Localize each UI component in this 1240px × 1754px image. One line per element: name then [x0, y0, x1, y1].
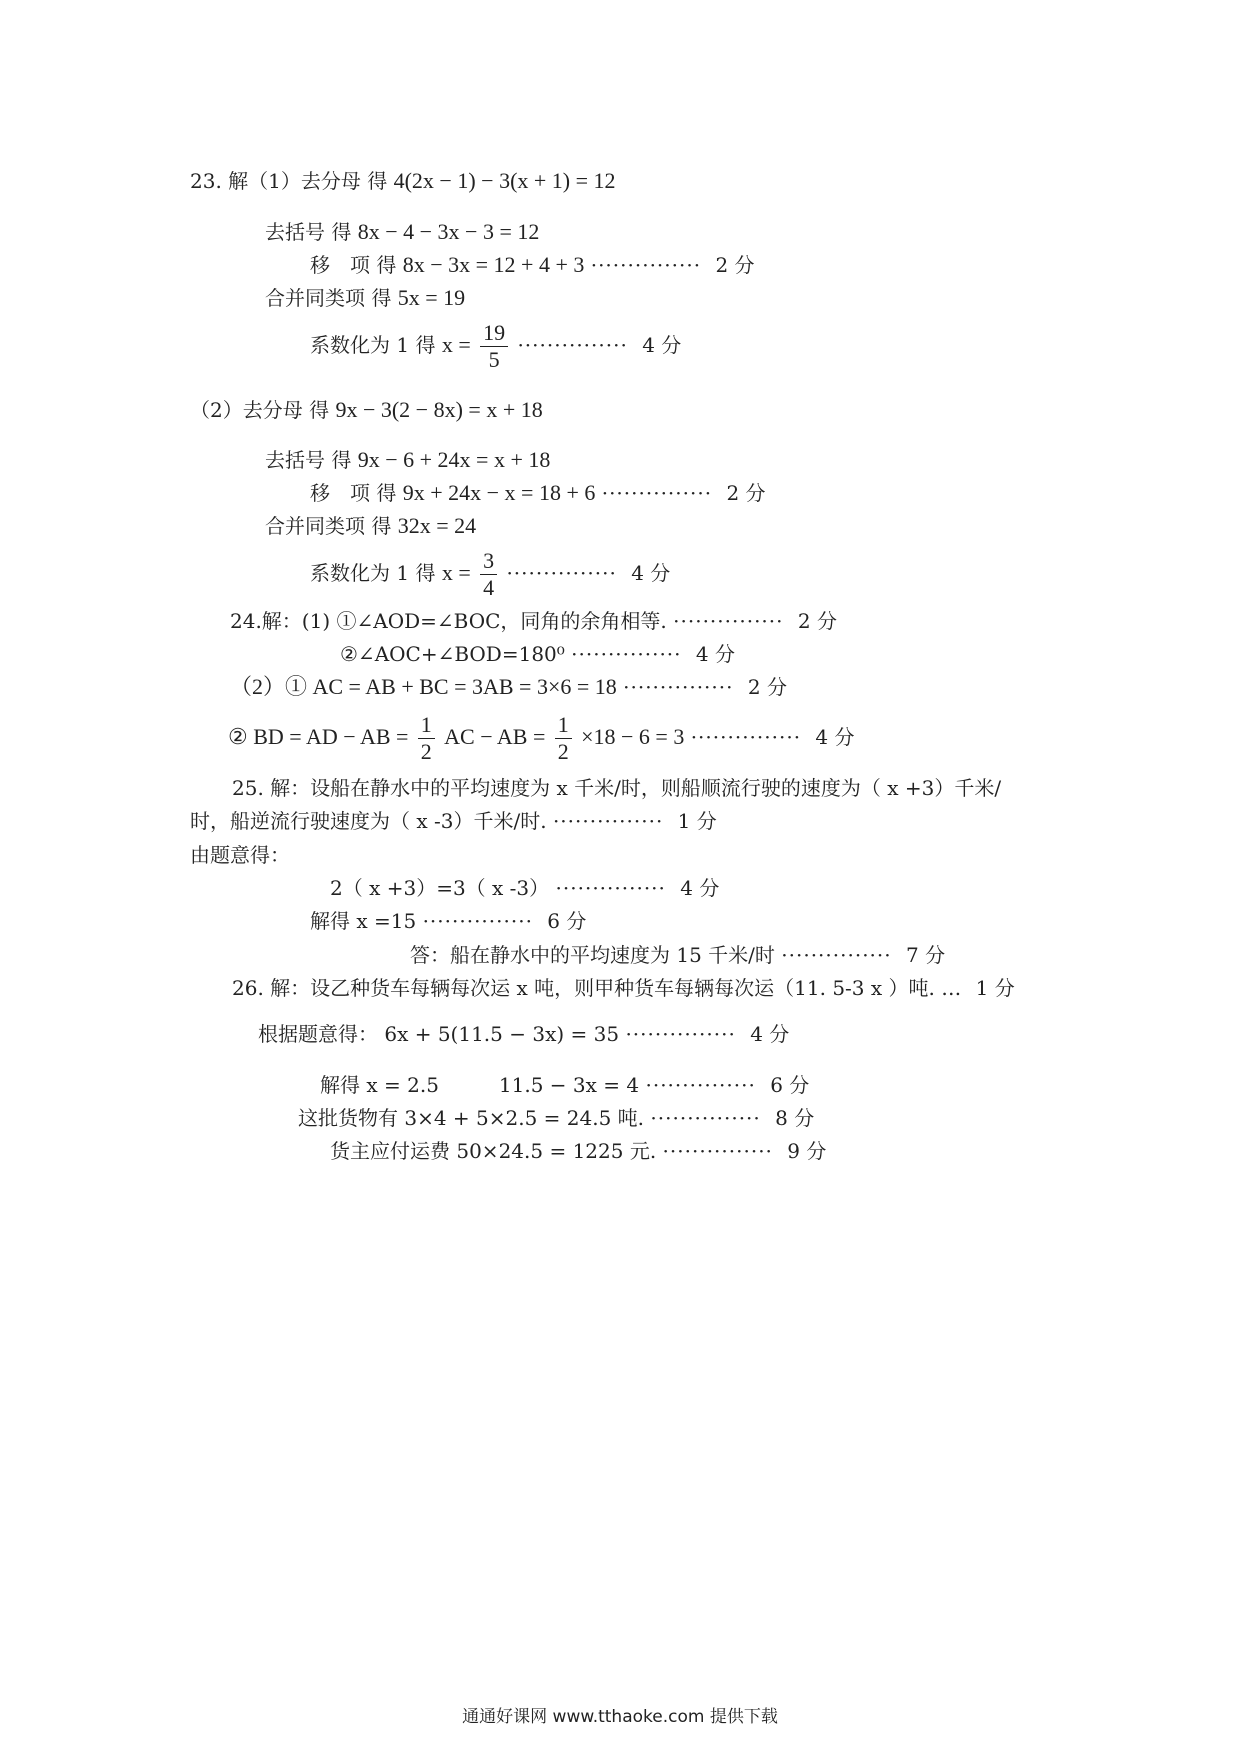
label: 去括号 得 — [265, 220, 352, 244]
text: 解得 x =15 — [310, 909, 417, 933]
score: 4 分 — [631, 561, 671, 585]
score: 2 分 — [797, 609, 837, 633]
denominator: 4 — [483, 575, 495, 600]
text: ②∠AOC+∠BOD=180⁰ — [340, 642, 565, 666]
q26-line-2 — [258, 1021, 789, 1047]
text: 这批货物有 3×4 + 5×2.5 = 24.5 吨. — [298, 1106, 645, 1130]
leader-dots: ··············· — [650, 1106, 761, 1130]
leader-dots: ··············· — [552, 809, 664, 833]
text: 25. 解：设船在静水中的平均速度为 x 千米/时，则船顺流行驶的速度为（ x +3）千米/ — [232, 776, 1002, 800]
label: （2）去分母 得 — [190, 398, 330, 422]
q23-line-2 — [265, 219, 539, 245]
label: 合并同类项 得 — [265, 514, 392, 538]
fraction-2 — [555, 712, 572, 765]
equation: 9x − 3(2 − 8x) = x + 18 — [335, 397, 543, 422]
leader-dots: ··············· — [590, 253, 702, 277]
leader-dots: ··············· — [571, 642, 682, 666]
text: 由题意得： — [190, 843, 290, 867]
footer-text: 通通好课网 www.tthaoke.com 提供下载 — [462, 1707, 778, 1727]
leader-dots: ··············· — [690, 725, 802, 749]
leader-dots: ··············· — [422, 909, 533, 933]
q25-line-1 — [232, 775, 1001, 801]
score: 4 分 — [750, 1022, 790, 1046]
label: 移 项 得 — [310, 253, 397, 277]
q24-line-1 — [230, 608, 837, 634]
score: 2 分 — [726, 481, 766, 505]
score: 4 分 — [680, 876, 720, 900]
text-a: ② BD = AD − AB = — [228, 724, 409, 749]
fraction — [480, 548, 497, 601]
q26-line-1 — [232, 975, 1015, 1001]
numerator: 1 — [555, 712, 572, 739]
denominator: 2 — [557, 739, 569, 764]
text: 答：船在静水中的平均速度为 15 千米/时 — [410, 943, 775, 967]
score: 1 分 — [677, 809, 717, 833]
q26-line-5 — [330, 1138, 826, 1164]
q25-line-6 — [410, 942, 945, 968]
fraction — [480, 320, 508, 373]
q23p2-line-4 — [265, 513, 476, 539]
label: 合并同类项 得 — [265, 286, 392, 310]
equation: 9x − 6 + 24x = x + 18 — [357, 447, 551, 472]
numerator: 1 — [418, 712, 435, 739]
q23p2-line-1 — [190, 397, 543, 423]
label: 系数化为 1 得 — [310, 561, 436, 585]
score: 4 分 — [642, 333, 682, 357]
leader-dots: ··············· — [662, 1139, 773, 1163]
numerator: 3 — [480, 548, 497, 575]
leader-dots: ··············· — [673, 609, 784, 633]
text: 解得 x = 2.5 11.5 − 3x = 4 — [320, 1073, 640, 1097]
leader-dots: ··············· — [517, 333, 628, 357]
q25-line-2 — [190, 808, 717, 834]
score: 6 分 — [770, 1073, 810, 1097]
score: 2 分 — [715, 253, 755, 277]
leader-dots: ··············· — [625, 1022, 736, 1046]
q25-line-3 — [190, 842, 290, 868]
equation: 32x = 24 — [397, 513, 477, 538]
q23-line-4 — [265, 285, 465, 311]
text: 时，船逆流行驶速度为（ x -3）千米/时. — [190, 809, 547, 833]
equation: 5x = 19 — [397, 285, 466, 310]
equation: 8x − 3x = 12 + 4 + 3 — [402, 252, 585, 277]
text: 货主应付运费 50×24.5 = 1225 元. — [330, 1139, 657, 1163]
text: 2（ x +3）=3（ x -3） — [330, 876, 550, 900]
score: 8 分 — [775, 1106, 815, 1130]
equation: 9x + 24x − x = 18 + 6 — [402, 480, 596, 505]
q24-line-4 — [228, 712, 855, 765]
leader-dots: ··············· — [623, 675, 734, 699]
q23-line-1 — [190, 168, 616, 194]
text: 26. 解：设乙种货车每辆每次运 x 吨，则甲种货车每辆每次运（11. 5-3 x ）吨. … — [232, 976, 962, 1000]
q25-line-4 — [330, 875, 719, 901]
leader-dots: ··············· — [781, 943, 892, 967]
score: 1 分 — [975, 976, 1015, 1000]
q23-eq1: 4(2x − 1) − 3(x + 1) = 12 — [393, 168, 616, 193]
label: 去括号 得 — [265, 448, 352, 472]
leader-dots: ··············· — [601, 481, 713, 505]
label: 移 项 得 — [310, 481, 397, 505]
q23p2-line-5 — [310, 548, 670, 601]
numerator: 19 — [480, 320, 508, 347]
q23p2-line-2 — [265, 447, 550, 473]
text-b: AC − AB = — [444, 724, 546, 749]
denominator: 2 — [420, 739, 432, 764]
score: 7 分 — [906, 943, 946, 967]
q24-line-2 — [340, 641, 735, 667]
q23-line-5 — [310, 320, 681, 373]
score: 9 分 — [787, 1139, 827, 1163]
label: 系数化为 1 得 — [310, 333, 436, 357]
denominator: 5 — [488, 347, 500, 372]
q23-header: 23. 解（1）去分母 得 — [190, 169, 388, 193]
score: 2 分 — [747, 675, 787, 699]
q24-line-3 — [230, 674, 787, 700]
x-equals: x = — [441, 560, 471, 585]
q25-line-5 — [310, 908, 586, 934]
score: 4 分 — [815, 725, 855, 749]
equation: 8x − 4 − 3x − 3 = 12 — [357, 219, 540, 244]
q26-line-3 — [320, 1072, 809, 1098]
q23-line-3 — [310, 252, 755, 278]
leader-dots: ··············· — [506, 561, 617, 585]
text: 根据题意得： 6x + 5(11.5 − 3x) = 35 — [258, 1022, 620, 1046]
leader-dots: ··············· — [555, 876, 666, 900]
leader-dots: ··············· — [645, 1073, 756, 1097]
text: （2）① AC = AB + BC = 3AB = 3×6 = 18 — [230, 674, 617, 699]
q26-line-4 — [298, 1105, 814, 1131]
text-c: ×18 − 6 = 3 — [581, 724, 685, 749]
score: 4 分 — [695, 642, 735, 666]
fraction-1 — [418, 712, 435, 765]
q23p2-line-3 — [310, 480, 766, 506]
x-equals: x = — [441, 332, 471, 357]
text: 24.解：(1) ①∠AOD=∠BOC，同角的余角相等. — [230, 609, 667, 633]
score: 6 分 — [547, 909, 587, 933]
